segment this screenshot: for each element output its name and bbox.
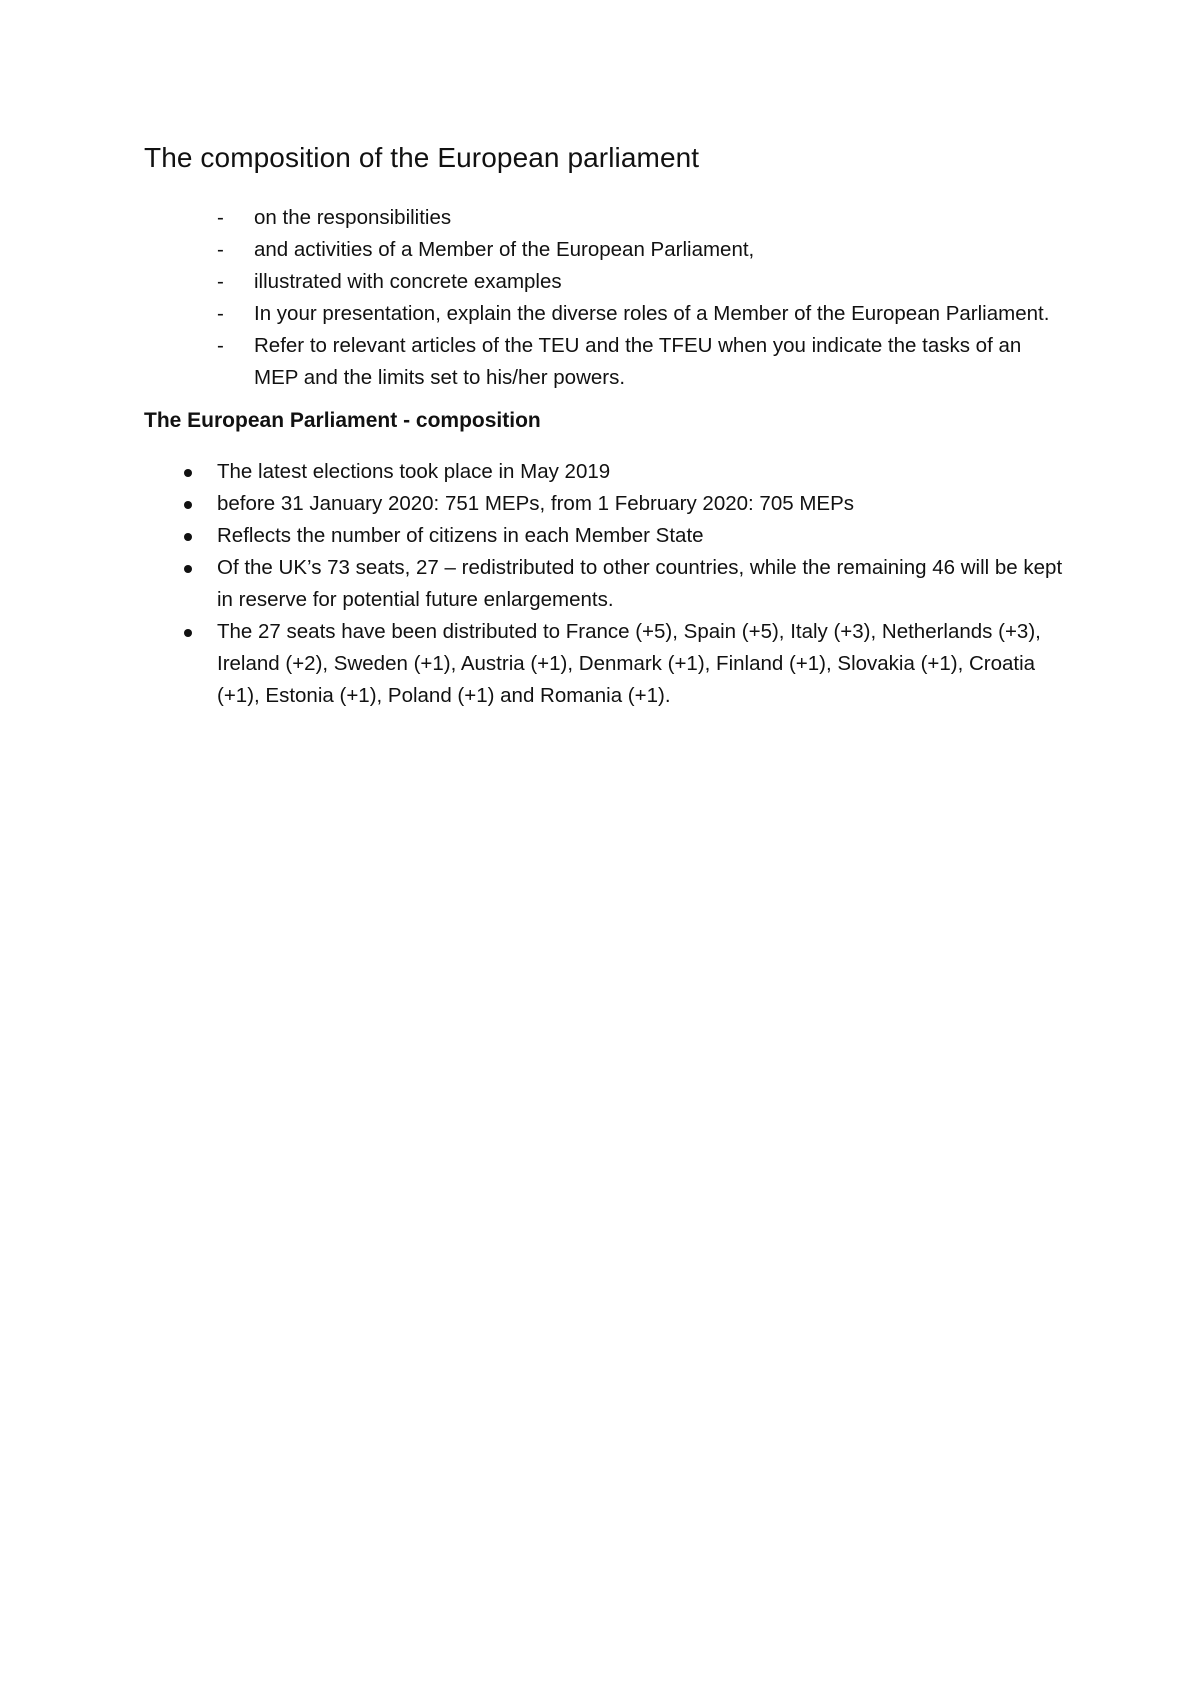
list-item [144,456,1064,488]
dash-marker: - [217,238,224,261]
list-item-text: before 31 January 2020: 751 MEPs, from 1 February 2020: 705 MEPs [217,492,854,515]
bullet-dot-icon [184,629,192,637]
list-item [144,616,1064,712]
list-item [144,330,1064,394]
bullet-list [144,456,1064,712]
list-item-text: Of the UK’s 73 seats, 27 – redistributed to other countries, while the remaining 46 will be kept in reserve for potential future enlargements. [217,556,1063,611]
list-item-text: The 27 seats have been distributed to France (+5), Spain (+5), Italy (+3), Netherlands (+3), Ireland (+2), Sweden (+1), Austria (+1), Denmark (+1), Finland (+1), Slovakia (+1), Croatia (+1), Estonia (+1), Poland (+1) and Romania (+1). [217,620,1041,707]
list-item-text: illustrated with concrete examples [254,270,562,293]
bullet-dot-icon [184,501,192,509]
list-item [144,266,1064,298]
dash-marker: - [217,206,224,229]
dash-marker: - [217,270,224,293]
list-item-text: The latest elections took place in May 2019 [217,460,611,483]
list-item [144,298,1064,330]
bullet-dot-icon [184,565,192,573]
section-heading: The European Parliament - composition [144,409,541,432]
list-item-text: In your presentation, explain the diverse roles of a Member of the European Parliament. [254,302,1050,325]
list-item-text: and activities of a Member of the European Parliament, [254,238,755,261]
document-body [144,140,1064,712]
bullet-dot-icon [184,533,192,541]
dash-marker: - [217,334,224,357]
list-item [144,234,1064,266]
page-title: The composition of the European parliament [144,142,700,173]
list-item [144,202,1064,234]
dash-list [144,202,1064,394]
bullet-dot-icon [184,469,192,477]
list-item-text: Refer to relevant articles of the TEU and the TFEU when you indicate the tasks of an MEP and the limits set to his/her powers. [254,334,1022,389]
list-item-text: on the responsibilities [254,206,452,229]
list-item [144,520,1064,552]
list-item [144,552,1064,616]
list-item [144,488,1064,520]
list-item-text: Reflects the number of citizens in each Member State [217,524,704,547]
dash-marker: - [217,302,224,325]
